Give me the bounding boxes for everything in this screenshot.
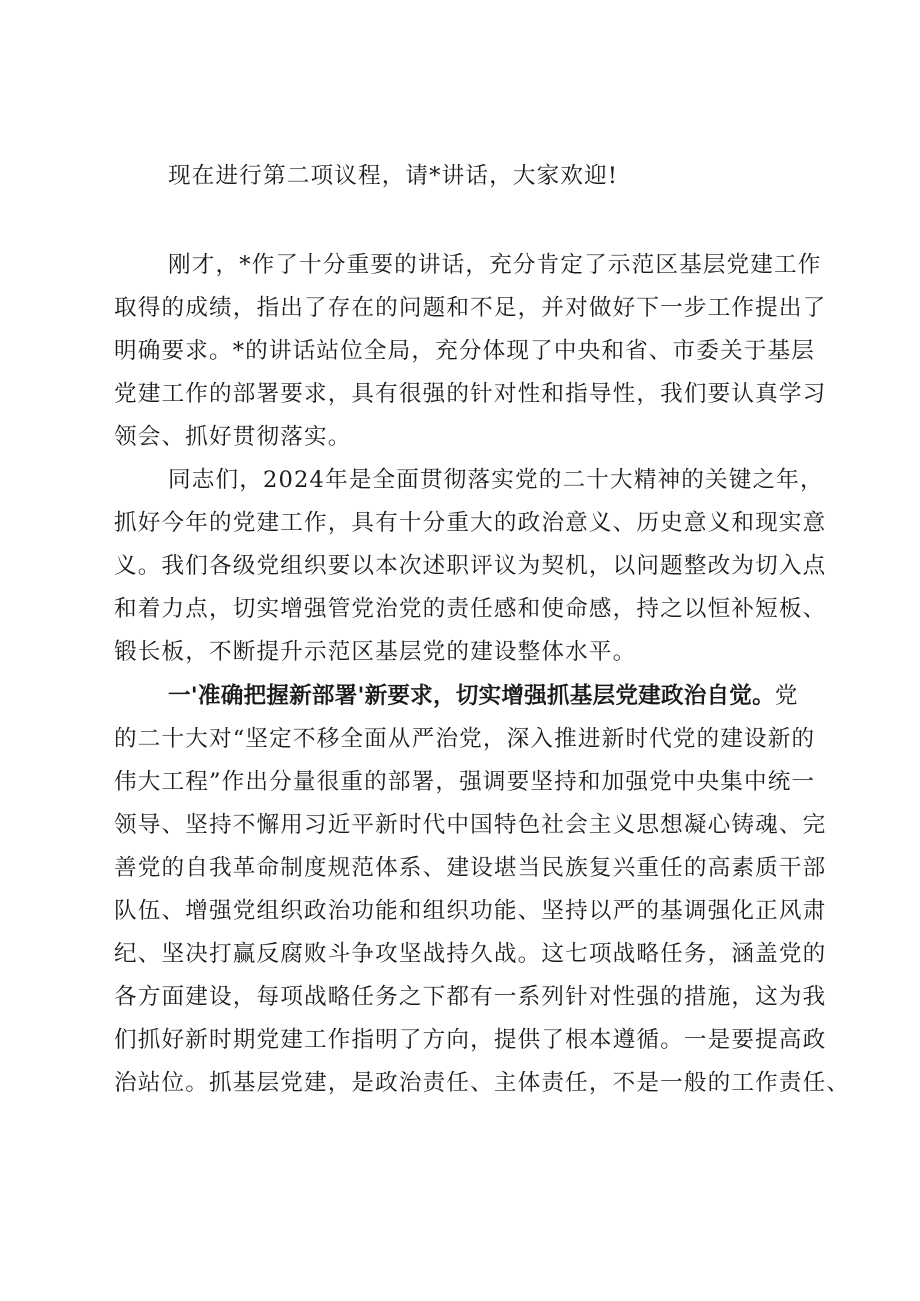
paragraph-4-line-2: 的二十大对“坚定不移全面从严治党，深入推进新时代党的建设新的	[114, 726, 816, 752]
paragraph-3-line-5: 锻长板，不断提升示范区基层党的建设整体水平。	[114, 639, 637, 665]
paragraph-4-line-7: 纪、坚决打赢反腐败斗争攻坚战持久战。这七项战略任务，涵盖党的	[114, 941, 827, 967]
paragraph-3-line-3: 义。我们各级党组织要以本次述职评议为契机，以问题整改为切入点	[114, 553, 827, 579]
paragraph-4-line-9: 们抓好新时期党建工作指明了方向，提供了根本遵循。一是要提高政	[114, 1027, 827, 1053]
section-heading: 一'准确把握新部署'新要求，切实增强抓基层党建政治自觉。	[168, 683, 775, 709]
paragraph-2-line-3: 明确要求。*的讲话站位全局，充分体现了中央和省、市委关于基层	[114, 338, 816, 364]
paragraph-4-line-6: 队伍、增强党组织政治功能和组织功能、坚持以严的基调强化正风肃	[114, 898, 827, 924]
paragraph-4-line-8: 各方面建设，每项战略任务之下都有一系列针对性强的措施，这为我	[114, 984, 827, 1010]
paragraph-4-line-3: 伟大工程”作出分量很重的部署，强调要坚持和加强党中央集中统一	[114, 769, 816, 795]
section-heading-tail: 党	[774, 683, 799, 709]
paragraph-2-line-5: 领会、抓好贯彻落实。	[114, 424, 352, 450]
paragraph-2-line-1: 刚才，*作了十分重要的讲话，充分肯定了示范区基层党建工作	[168, 252, 822, 278]
paragraph-3-line-4: 和着力点，切实增强管党治党的责任感和使命感，持之以恒补短板、	[114, 596, 827, 622]
paragraph-2-line-2: 取得的成绩，指出了存在的问题和不足，并对做好下一步工作提出了	[114, 295, 827, 321]
paragraph-1-line-1: 现在进行第二项议程，请*讲话，大家欢迎!	[168, 163, 619, 189]
section-heading-line	[168, 685, 810, 708]
paragraph-4-line-4: 领导、坚持不懈用习近平新时代中国特色社会主义思想凝心铸魂、完	[114, 812, 827, 838]
paragraph-4-line-10: 治站位。抓基层党建，是政治责任、主体责任，不是一般的工作责任、	[114, 1070, 851, 1096]
paragraph-2-line-4: 党建工作的部署要求，具有很强的针对性和指导性，我们要认真学习	[114, 381, 827, 407]
paragraph-3-line-2: 抓好今年的党建工作，具有十分重大的政治意义、历史意义和现实意	[114, 510, 827, 536]
paragraph-4-line-5: 善党的自我革命制度规范体系、建设堪当民族复兴重任的高素质干部	[114, 855, 827, 881]
paragraph-3-line-1: 同志们，2024年是全面贯彻落实党的二十大精神的关键之年，	[168, 467, 824, 493]
